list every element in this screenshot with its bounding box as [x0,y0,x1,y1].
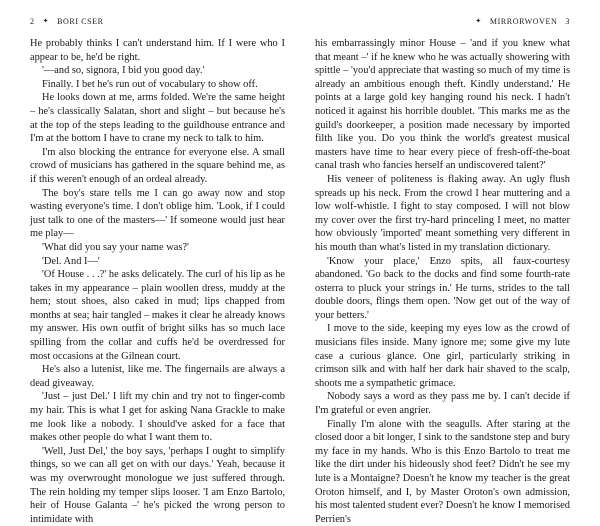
paragraph: Finally I'm alone with the seagulls. After staring at the closed door a bit longer, I sink to the sandstone step and bury my face in my hands. Who is this Enzo Bartolo to treat me like the dirt under his hideously shod feet? Didn't he see my lute is a Montaigne? Doesn't he know my teacher is the great Oroton himself, and I, by Master Oroton's own admission, his most talented student ever? Doesn't he know I memorised Perrien's [315,418,570,525]
right-page [300,0,600,525]
paragraph: Nobody says a word as they pass me by. I can't decide if I'm grateful or even angrier. [315,391,570,417]
paragraph: 'Well, Just Del,' the boy says, 'perhaps I ought to simplify things, so we can all get on with our days.' Yeah, because it was my overwrought monologue we just suffered through. The rein holding my temper slips looser. 'I am Enzo Bartolo, heir of House Galanta –' he's picked the wrong person to intimidate with [30,445,285,525]
left-running-head-title: BORI CSER [57,16,104,26]
left-running-head [30,14,285,28]
left-page-number: 2 [30,16,35,26]
paragraph: his embarrassingly minor House – 'and if you knew what that meant –' if he knew who he was actually showering with spittle – 'you'd appreciate that wasting so much of my time is already an ambitious enough theft. Kindly understand.' He points at a large gold key hanging round his neck. I hadn't noticed it against his horrible doublet. 'This marks me as the guild's doorkeeper, a position made necessary by imported filth like you. Do you think the world's greatest musical masters have time to hear every piece of fresh-off-the-boat canal trash who fancies herself an undiscovered talent?' [315,38,570,172]
right-running-head-title: MIRRORWOVEN [489,16,558,26]
right-page-text [315,37,570,526]
star-ornament-icon: ✦ [475,17,482,25]
paragraph: Finally. I bet he's run out of vocabulary to show off. [42,78,258,90]
right-page-number: 3 [565,16,570,26]
paragraph: 'Of House . . .?' he asks delicately. The curl of his lip as he takes in my appearance – plain woollen dress, muddy at the hem; stout shoes, also caked in mud; lips chapped from months at sea; hair tangled – makes it clear he already knows my answer. His own outfit of bright silks has so much lace spilling from the collar and cuffs he'd be overdressed for most occasions at the Gilnean court. [30,269,285,362]
paragraph: I move to the side, keeping my eyes low as the crowd of musicians files inside. Many ignore me; some give my lute case a curious glance. One girl, particularly striking in crimson silk and with half her dark hair shaved to the scalp, shoots me a sympathetic grimace. [315,323,570,389]
right-running-head [315,14,570,28]
paragraph: 'Del. And I—' [42,255,100,267]
paragraph: I'm also blocking the entrance for everyone else. A small crowd of musicians has gathered in the square behind me, as if this weren't enough of an ordeal already. [30,146,285,185]
left-page-text [30,37,285,526]
star-ornament-icon: ✦ [42,17,50,25]
paragraph: His veneer of politeness is flaking away. An ugly flush spreads up his neck. From the crowd I hear muttering and a low wolf-whistle. I fight to stay composed. I will not blow my cover over the first try-hard princeling I meet, no matter how obviously 'imported' meant something very different in his mouth than what's listed in my translation dictionary. [315,173,570,253]
paragraph: He looks down at me, arms folded. We're the same height – he's classically Salatan, short and slight – but because he's at the top of the steps leading to the guildhouse entrance and I'm at the bottom I have to crane my neck to talk to him. [30,92,285,145]
paragraph: 'What did you say your name was?' [42,241,189,253]
paragraph: 'Know your place,' Enzo spits, all faux-courtesy abandoned. 'Go back to the docks and find some fourth-rate osterra to pluck your strings in.' He turns, strides to the tall double doors, flings them open. 'Now get out of the way of your betters.' [315,255,570,321]
paragraph: He probably thinks I can't understand him. If I were who I appear to be, he'd be right. [30,38,285,63]
paragraph: '—and so, signora, I bid you good day.' [42,65,205,77]
paragraph: The boy's stare tells me I can go away now and stop wasting everyone's time. I don't oblige him. 'Look, if I could just talk to one of the masters—' If someone would just hear me play— [30,187,285,240]
left-page [0,0,300,525]
paragraph: He's also a lutenist, like me. The fingernails are always a dead giveaway. [30,364,285,389]
paragraph: 'Just – just Del.' I lift my chin and try not to finger-comb my hair. This is what I get for asking Nana Grackle to make me look like a nobody. I should've asked for a face that makes other people do what I want them to. [30,391,285,444]
